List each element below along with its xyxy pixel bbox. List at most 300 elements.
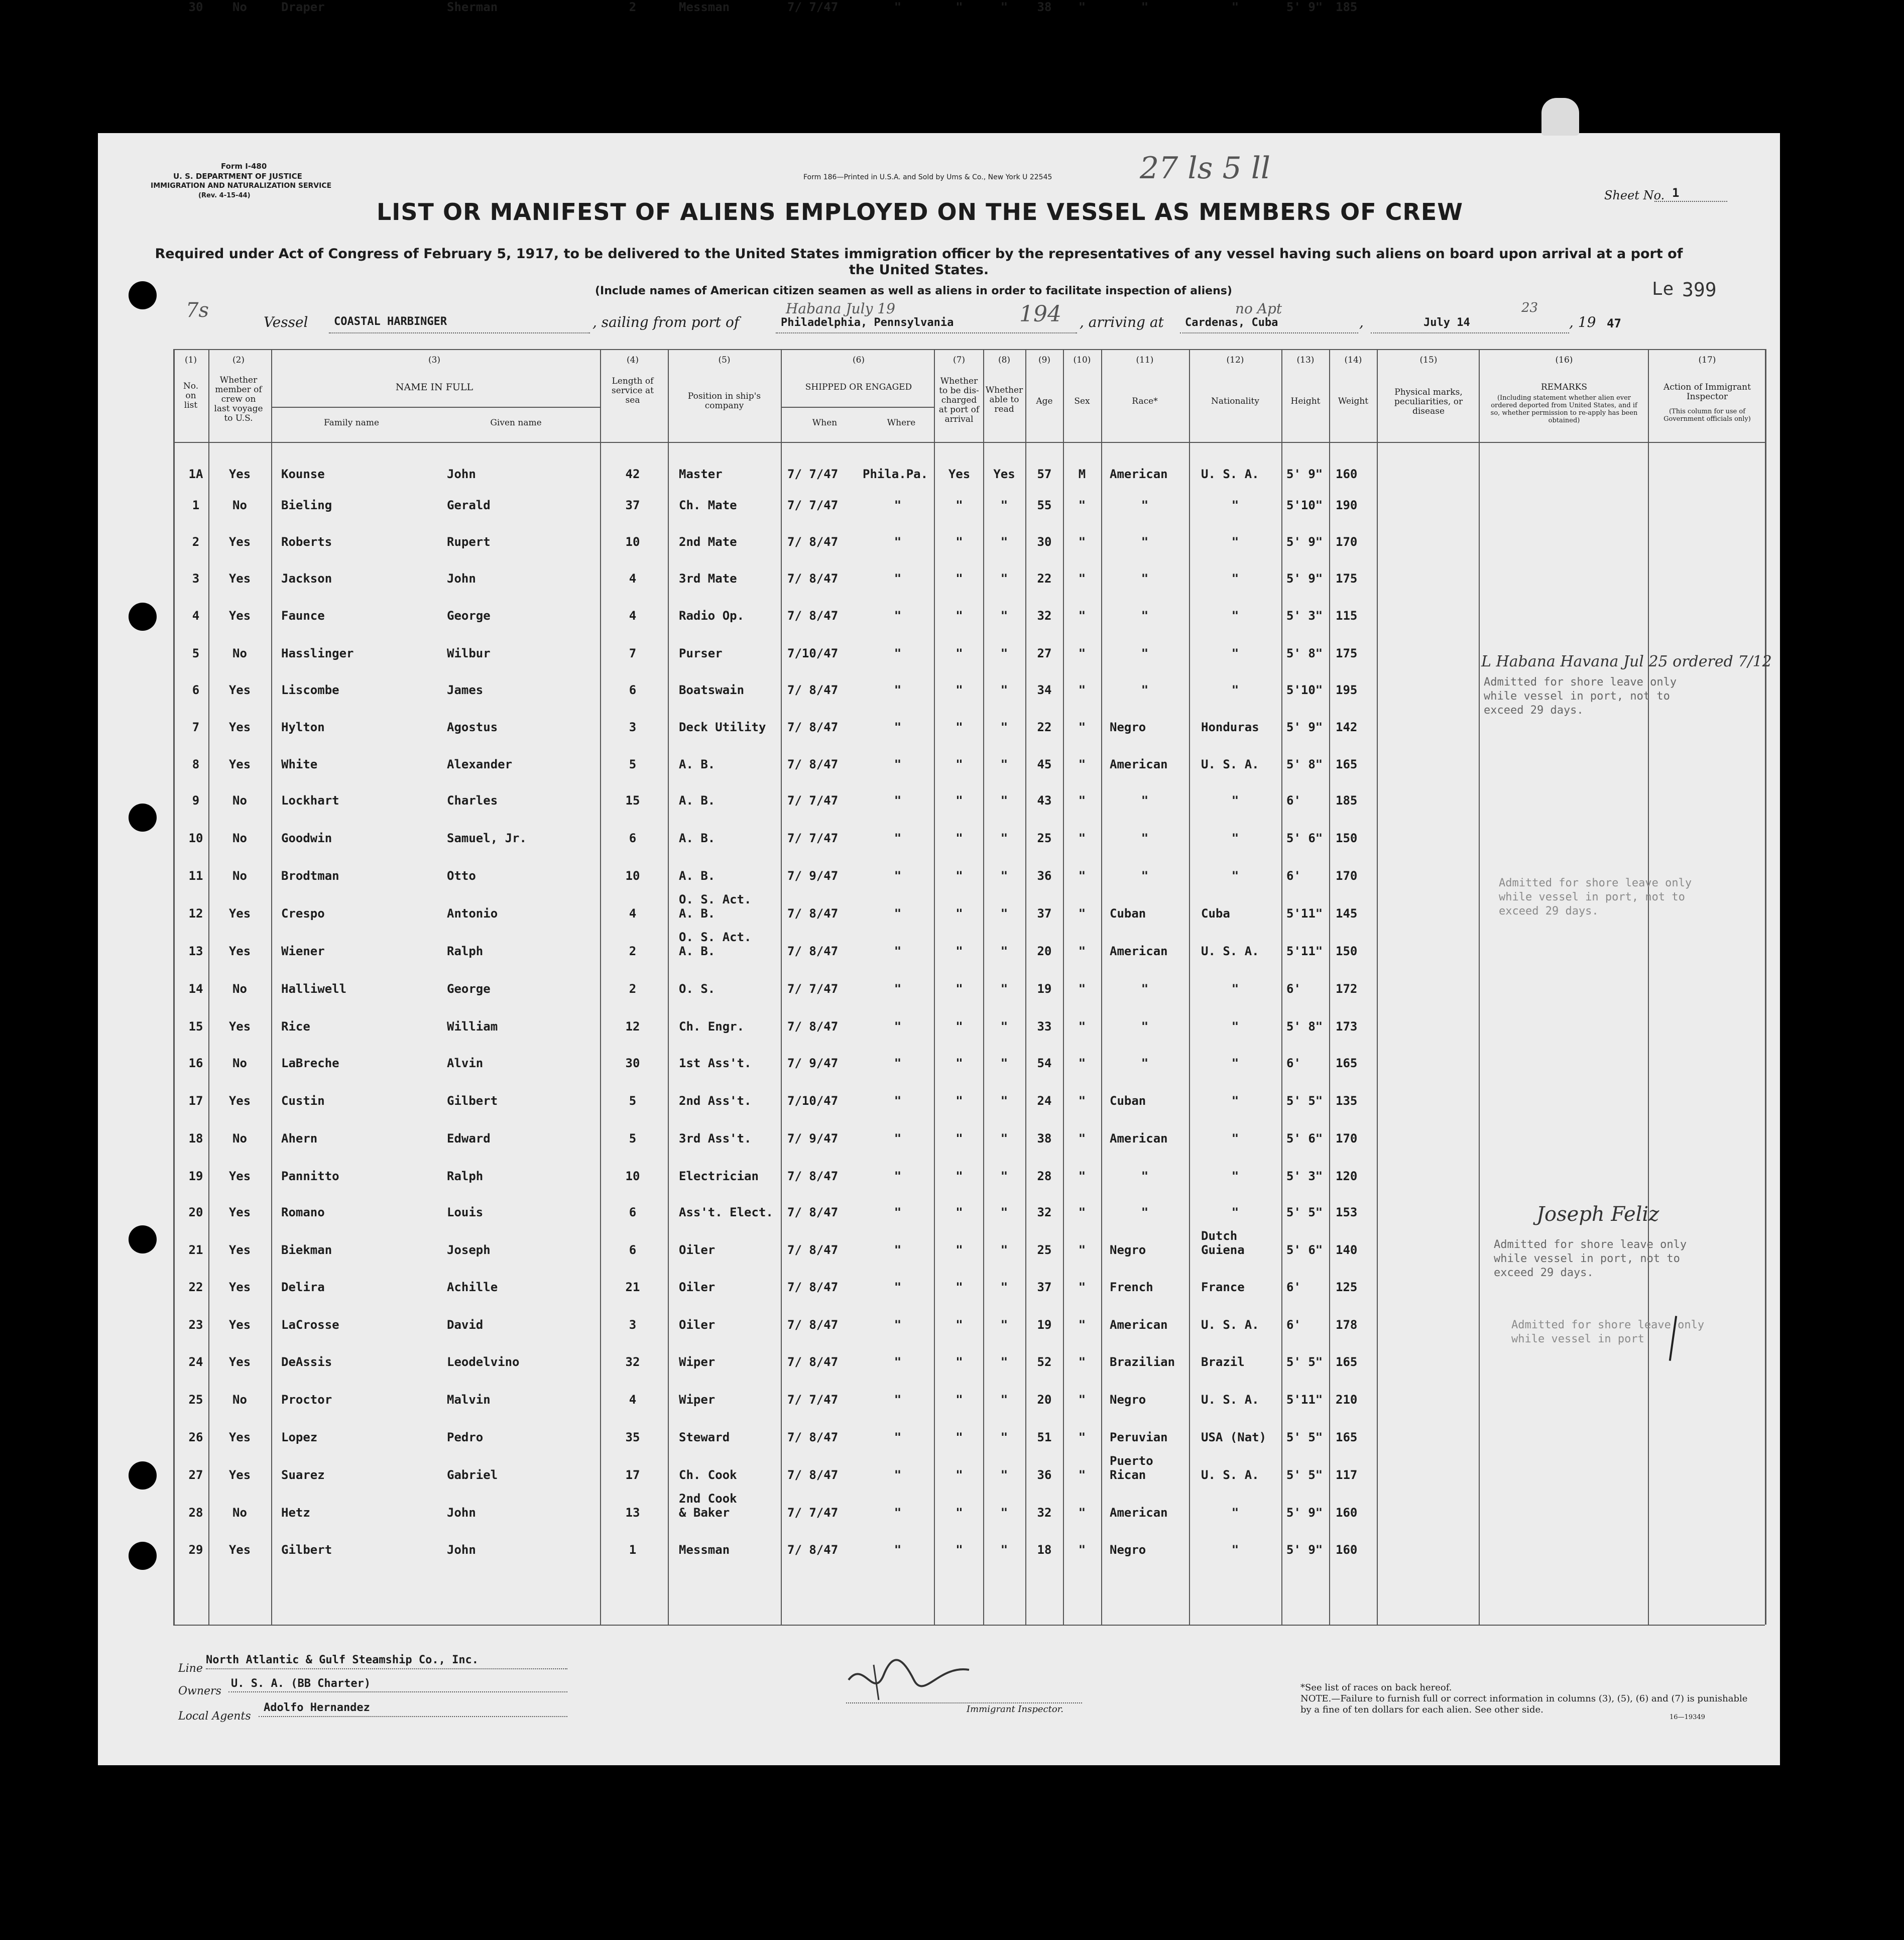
crew-no: 14 (188, 982, 203, 996)
crew-service: 6 (629, 1205, 637, 1219)
crew-sex: " (1078, 1169, 1086, 1183)
crew-read: " (1000, 683, 1008, 697)
crew-read: " (1000, 1243, 1008, 1257)
crew-last: Yes (228, 1205, 251, 1219)
crew-race: " (1141, 1169, 1149, 1183)
paper-tab (1541, 98, 1579, 136)
crew-age: 38 (1037, 1131, 1052, 1146)
crew-sex: " (1078, 1056, 1086, 1070)
crew-given: Rupert (447, 535, 491, 549)
crew-service: 10 (625, 535, 640, 549)
crew-weight: 170 (1336, 1131, 1358, 1146)
sheet-number: 1 (1672, 186, 1680, 200)
crew-sex: " (1078, 1543, 1086, 1557)
crew-service: 3 (629, 720, 637, 734)
printer-line: Form 186—Printed in U.S.A. and Sold by Ums & Co., New York U 22545 (803, 173, 1052, 181)
crew-given: Louis (447, 1205, 484, 1219)
crew-last: Yes (228, 572, 251, 586)
crew-nationality: " (1231, 1094, 1239, 1108)
crew-sex: " (1078, 906, 1086, 921)
crew-given: John (447, 1543, 476, 1557)
crew-sex: " (1078, 646, 1086, 660)
crew-sex: " (1078, 869, 1086, 883)
crew-discharged: " (956, 1019, 963, 1034)
crew-height: 5' 9" (1286, 720, 1323, 734)
crew-given: Joseph (447, 1243, 491, 1257)
crew-position: Ch. Mate (679, 498, 737, 512)
crew-age: 19 (1037, 1318, 1052, 1332)
crew-family: Faunce (281, 609, 325, 623)
crew-given: Alexander (447, 757, 513, 771)
crew-last: Yes (228, 1019, 251, 1034)
crew-height: 6' (1286, 982, 1301, 996)
crew-when: 7/ 7/47 (787, 498, 839, 512)
crew-age: 25 (1037, 831, 1052, 845)
owners: U. S. A. (BB Charter) (231, 1677, 371, 1690)
remarks-stamp-1: Admitted for shore leave only while vessel in port, not to exceed 29 days. (1484, 676, 1677, 717)
crew-service: 7 (629, 646, 637, 660)
crew-service: 4 (629, 572, 637, 586)
crew-age: 19 (1037, 982, 1052, 996)
crew-family: LaCrosse (281, 1318, 339, 1332)
crew-weight: 160 (1336, 1506, 1358, 1520)
col13-label: Height (1290, 396, 1321, 406)
crew-height: 6' (1286, 869, 1301, 883)
crew-height: 5' 3" (1286, 609, 1323, 623)
col5-label: Position in ship's company (687, 391, 761, 411)
crew-service: 3 (629, 1318, 637, 1332)
crew-height: 5' 9" (1286, 572, 1323, 586)
crew-nationality: U. S. A. (1201, 1318, 1259, 1332)
crew-when: 7/ 8/47 (787, 1280, 839, 1294)
when-label: When (812, 418, 838, 428)
crew-age: 28 (1037, 1169, 1052, 1183)
crew-when: 7/ 8/47 (787, 1019, 839, 1034)
crew-family: LaBreche (281, 1056, 339, 1070)
crew-race: " (1141, 646, 1149, 660)
col16-number: (16) (1555, 355, 1573, 365)
crew-height: 5' 6" (1286, 831, 1323, 845)
crew-age: 32 (1037, 609, 1052, 623)
crew-race: Cuban (1110, 906, 1146, 921)
crew-position: A. B. (679, 757, 716, 771)
crew-where: " (894, 906, 902, 921)
crew-race: " (1141, 793, 1149, 808)
crew-height: 6' (1286, 1318, 1301, 1332)
penalty-note: NOTE.—Failure to furnish full or correct information in columns (3), (5), (6) and (7) is punishable by a fine of ten dollars for each alien. See other side. (1300, 1693, 1748, 1715)
col16-label: REMARKS (1540, 382, 1588, 392)
crew-race: American (1110, 944, 1168, 958)
crew-age: 51 (1037, 1430, 1052, 1444)
crew-no: 18 (188, 1131, 203, 1146)
table-column-line (1765, 349, 1766, 1625)
crew-weight: 170 (1336, 869, 1358, 883)
crew-sex: " (1078, 982, 1086, 996)
crew-position: 2nd Ass't. (679, 1094, 752, 1108)
crew-discharged: " (956, 1205, 963, 1219)
crew-weight: 172 (1336, 982, 1358, 996)
crew-nationality: " (1231, 831, 1239, 845)
crew-nationality: U. S. A. (1201, 1393, 1259, 1407)
crew-height: 5' 9" (1286, 0, 1323, 14)
crew-height: 6' (1286, 1280, 1301, 1294)
crew-given: Gabriel (447, 1468, 498, 1482)
crew-where: " (894, 1019, 902, 1034)
punch-hole (129, 1542, 157, 1570)
table-column-line (781, 349, 782, 1625)
col7-number: (7) (953, 355, 966, 365)
crew-last: Yes (228, 1094, 251, 1108)
crew-age: 57 (1037, 467, 1052, 481)
crew-when: 7/ 7/47 (787, 982, 839, 996)
crew-given: Leodelvino (447, 1355, 520, 1369)
form-revision: (Rev. 4-15-44) (198, 192, 251, 199)
crew-weight: 140 (1336, 1243, 1358, 1257)
crew-read: " (1000, 831, 1008, 845)
crew-age: 32 (1037, 1506, 1052, 1520)
crew-sex: " (1078, 1243, 1086, 1257)
crew-position: Purser (679, 646, 723, 660)
crew-read: " (1000, 646, 1008, 660)
crew-nationality: U. S. A. (1201, 944, 1259, 958)
crew-weight: 178 (1336, 1318, 1358, 1332)
crew-read: " (1000, 1205, 1008, 1219)
year-prefix: , 19 (1569, 314, 1596, 330)
crew-position: A. B. (679, 793, 716, 808)
crew-no: 15 (188, 1019, 203, 1034)
crew-weight: 165 (1336, 1056, 1358, 1070)
col8-label: Whether able to read (985, 385, 1023, 414)
crew-position: Messman (679, 1543, 730, 1557)
crew-where: " (894, 982, 902, 996)
crew-age: 37 (1037, 906, 1052, 921)
crew-weight: 170 (1336, 535, 1358, 549)
crew-where: " (894, 1131, 902, 1146)
crew-race: American (1110, 467, 1168, 481)
vessel-name: COASTAL HARBINGER (334, 315, 447, 328)
crew-where: " (894, 1355, 902, 1369)
crew-discharged: " (956, 535, 963, 549)
crew-weight: 165 (1336, 1355, 1358, 1369)
crew-where: " (894, 869, 902, 883)
crew-weight: 175 (1336, 646, 1358, 660)
crew-when: 7/ 8/47 (787, 906, 839, 921)
crew-read: " (1000, 609, 1008, 623)
crew-read: " (1000, 757, 1008, 771)
sheet-label: Sheet No. (1604, 188, 1665, 202)
crew-where: " (894, 498, 902, 512)
subtitle: Required under Act of Congress of February 5, 1917, to be delivered to the United States immigration officer by the representatives of any vessel having such aliens on board upon arrival at a port of the United States. (155, 246, 1683, 278)
crew-where: " (894, 0, 902, 14)
crew-read: " (1000, 1169, 1008, 1183)
crew-weight: 175 (1336, 572, 1358, 586)
crew-discharged: " (956, 869, 963, 883)
crew-race: " (1141, 869, 1149, 883)
sailing-label: , sailing from port of (592, 314, 740, 330)
crew-height: 5'11" (1286, 944, 1323, 958)
crew-position2: A. B. (679, 906, 716, 921)
crew-where: " (894, 793, 902, 808)
table-bottom-line (173, 1625, 1765, 1626)
crew-height: 5'11" (1286, 1393, 1323, 1407)
crew-read: " (1000, 1468, 1008, 1482)
crew-when: 7/ 8/47 (787, 757, 839, 771)
crew-age: 22 (1037, 720, 1052, 734)
crew-height: 5' 9" (1286, 535, 1323, 549)
crew-given: Ralph (447, 1169, 484, 1183)
crew-nationality: " (1231, 1019, 1239, 1034)
crew-discharged: " (956, 646, 963, 660)
crew-discharged: " (956, 1094, 963, 1108)
crew-race: " (1141, 1019, 1149, 1034)
crew-given: John (447, 572, 476, 586)
crew-family: Jackson (281, 572, 332, 586)
crew-age: 45 (1037, 757, 1052, 771)
crew-sex: " (1078, 1430, 1086, 1444)
crew-height: 5' 9" (1286, 1506, 1323, 1520)
crew-read: " (1000, 720, 1008, 734)
crew-when: 7/ 7/47 (787, 467, 839, 481)
crew-age: 36 (1037, 869, 1052, 883)
crew-service: 13 (625, 1506, 640, 1520)
crew-given: James (447, 683, 484, 697)
crew-where: " (894, 535, 902, 549)
crew-given: William (447, 1019, 498, 1034)
crew-last: Yes (228, 757, 251, 771)
crew-no: 28 (188, 1506, 203, 1520)
inspector-signature (844, 1650, 974, 1705)
crew-sex: " (1078, 572, 1086, 586)
crew-height: 5' 8" (1286, 646, 1323, 660)
crew-family: Hasslinger (281, 646, 354, 660)
crew-family: Halliwell (281, 982, 347, 996)
crew-race: Negro (1110, 1243, 1146, 1257)
crew-read: " (1000, 1094, 1008, 1108)
crew-family: Delira (281, 1280, 325, 1294)
crew-position2: & Baker (679, 1506, 730, 1520)
crew-when: 7/ 8/47 (787, 1543, 839, 1557)
crew-height: 6' (1286, 1056, 1301, 1070)
crew-race2: Rican (1110, 1468, 1146, 1482)
page-title: LIST OR MANIFEST OF ALIENS EMPLOYED ON THE VESSEL AS MEMBERS OF CREW (377, 198, 1464, 225)
crew-read: " (1000, 982, 1008, 996)
crew-discharged: " (956, 498, 963, 512)
crew-race: Puerto (1110, 1454, 1153, 1468)
crew-height: 5' 5" (1286, 1430, 1323, 1444)
crew-when: 7/ 9/47 (787, 1056, 839, 1070)
crew-last: No (232, 1131, 247, 1146)
where-label: Where (887, 418, 916, 428)
crew-given: Gilbert (447, 1094, 498, 1108)
table-column-line (1025, 349, 1026, 1625)
crew-weight: 150 (1336, 944, 1358, 958)
crew-race: " (1141, 498, 1149, 512)
crew-last: No (232, 1506, 247, 1520)
crew-no: 5 (192, 646, 200, 660)
crew-family: Ahern (281, 1131, 318, 1146)
crew-sex: " (1078, 831, 1086, 845)
crew-sex: " (1078, 1019, 1086, 1034)
crew-sex: " (1078, 720, 1086, 734)
crew-discharged: " (956, 793, 963, 808)
crew-family: Rice (281, 1019, 310, 1034)
crew-last: No (232, 1393, 247, 1407)
crew-no: 22 (188, 1280, 203, 1294)
crew-no: 6 (192, 683, 200, 697)
crew-weight: 210 (1336, 1393, 1358, 1407)
crew-last: Yes (228, 1430, 251, 1444)
crew-height: 5' 8" (1286, 1019, 1323, 1034)
crew-where: " (894, 683, 902, 697)
crew-read: " (1000, 944, 1008, 958)
crew-when: 7/ 8/47 (787, 572, 839, 586)
crew-given: Sherman (447, 0, 498, 14)
crew-last: No (232, 1056, 247, 1070)
crew-when: 7/ 8/47 (787, 535, 839, 549)
crew-no: 9 (192, 793, 200, 808)
crew-given: Samuel, Jr. (447, 831, 527, 845)
crew-age: 37 (1037, 1280, 1052, 1294)
table-column-line (173, 349, 175, 1625)
crew-height: 5' 8" (1286, 757, 1323, 771)
table-column-line (208, 349, 209, 1625)
crew-service: 37 (625, 498, 640, 512)
col15-label: Physical marks, peculiarities, or disease (1394, 387, 1463, 416)
crew-weight: 165 (1336, 1430, 1358, 1444)
crew-race: American (1110, 1506, 1168, 1520)
crew-no: 12 (188, 906, 203, 921)
crew-weight: 153 (1336, 1205, 1358, 1219)
col13-number: (13) (1296, 355, 1315, 365)
col1-label: No. on list (183, 381, 199, 410)
crew-age: 55 (1037, 498, 1052, 512)
crew-sex: " (1078, 793, 1086, 808)
crew-age: 43 (1037, 793, 1052, 808)
crew-nationality: " (1231, 646, 1239, 660)
crew-sex: " (1078, 535, 1086, 549)
punch-hole (129, 281, 157, 309)
crew-when: 7/ 7/47 (787, 793, 839, 808)
arrival-date: July 14 (1423, 316, 1470, 329)
crew-given: Gerald (447, 498, 491, 512)
crew-when: 7/ 8/47 (787, 1318, 839, 1332)
crew-weight: 142 (1336, 720, 1358, 734)
crew-nationality: U. S. A. (1201, 757, 1259, 771)
crew-sex: " (1078, 683, 1086, 697)
table-column-line (1377, 349, 1378, 1625)
crew-read: " (1000, 1019, 1008, 1034)
crew-position: Ch. Cook (679, 1468, 737, 1482)
punch-hole (129, 603, 157, 631)
crew-nationality: U. S. A. (1201, 1468, 1259, 1482)
crew-where: " (894, 757, 902, 771)
crew-race: Cuban (1110, 1094, 1146, 1108)
crew-where: " (894, 1094, 902, 1108)
crew-read: " (1000, 1318, 1008, 1332)
crew-nationality: " (1231, 1543, 1239, 1557)
crew-age: 54 (1037, 1056, 1052, 1070)
crew-nationality: " (1231, 1506, 1239, 1520)
crew-read: " (1000, 906, 1008, 921)
crew-weight: 160 (1336, 467, 1358, 481)
crew-age: 20 (1037, 1393, 1052, 1407)
crew-height: 5' 6" (1286, 1243, 1323, 1257)
crew-given: George (447, 609, 491, 623)
crew-position: 2nd Mate (679, 535, 737, 549)
crew-weight: 195 (1336, 683, 1358, 697)
col17-sublabel: (This column for use of Government officials only) (1663, 408, 1751, 423)
crew-age: 38 (1037, 0, 1052, 14)
table-column-line (600, 349, 601, 1625)
crew-weight: 115 (1336, 609, 1358, 623)
crew-family: Wiener (281, 944, 325, 958)
department: U. S. DEPARTMENT OF JUSTICE (173, 172, 302, 181)
crew-sex: " (1078, 1506, 1086, 1520)
col11-label: Race* (1132, 396, 1158, 406)
crew-service: 6 (629, 831, 637, 845)
crew-discharged: " (956, 831, 963, 845)
crew-no: 3 (192, 572, 200, 586)
crew-given: Achille (447, 1280, 498, 1294)
crew-discharged: " (956, 757, 963, 771)
crew-where: " (894, 572, 902, 586)
crew-race: " (1141, 683, 1149, 697)
crew-position: A. B. (679, 869, 716, 883)
col2-label: Whether member of crew on last voyage to U.S. (214, 375, 263, 423)
crew-read: " (1000, 1131, 1008, 1146)
crew-no: 27 (188, 1468, 203, 1482)
crew-last: Yes (228, 1243, 251, 1257)
crew-sex: " (1078, 1131, 1086, 1146)
crew-position: 3rd Ass't. (679, 1131, 752, 1146)
table-row-line (173, 442, 1765, 443)
handwritten-year-note: 194 (1019, 301, 1061, 327)
crew-no: 10 (188, 831, 203, 845)
crew-height: 5'10" (1286, 498, 1323, 512)
crew-read: " (1000, 1056, 1008, 1070)
remarks-stamp-3: Admitted for shore leave only while vessel in port, not to exceed 29 days. (1494, 1238, 1687, 1279)
table-column-line (1281, 349, 1282, 1625)
crew-no: 19 (188, 1169, 203, 1183)
crew-height: 5' 9" (1286, 467, 1323, 481)
crew-family: DeAssis (281, 1355, 332, 1369)
crew-family: Roberts (281, 535, 332, 549)
col7-label: Whether to be dis-charged at port of arrival (938, 376, 980, 424)
crew-family: Proctor (281, 1393, 332, 1407)
crew-sex: " (1078, 0, 1086, 14)
crew-discharged: " (956, 1056, 963, 1070)
crew-race: Negro (1110, 720, 1146, 734)
crew-nationality: Dutch (1201, 1229, 1238, 1243)
service-name: IMMIGRATION AND NATURALIZATION SERVICE (151, 182, 332, 190)
crew-nationality: " (1231, 572, 1239, 586)
crew-discharged: " (956, 1131, 963, 1146)
crew-service: 6 (629, 683, 637, 697)
crew-service: 4 (629, 609, 637, 623)
crew-given: John (447, 1506, 476, 1520)
stamp-prefix: Le (1652, 279, 1674, 299)
crew-read: " (1000, 1393, 1008, 1407)
crew-no: 21 (188, 1243, 203, 1257)
crew-discharged: " (956, 720, 963, 734)
crew-no: 4 (192, 609, 200, 623)
crew-sex: " (1078, 757, 1086, 771)
crew-family: Lopez (281, 1430, 318, 1444)
crew-sex: " (1078, 1468, 1086, 1482)
remarks-handwriting-1: L Habana Havana Jul 25 ordered 7/12 (1481, 653, 1772, 670)
crew-discharged: " (956, 982, 963, 996)
crew-where: " (894, 1543, 902, 1557)
